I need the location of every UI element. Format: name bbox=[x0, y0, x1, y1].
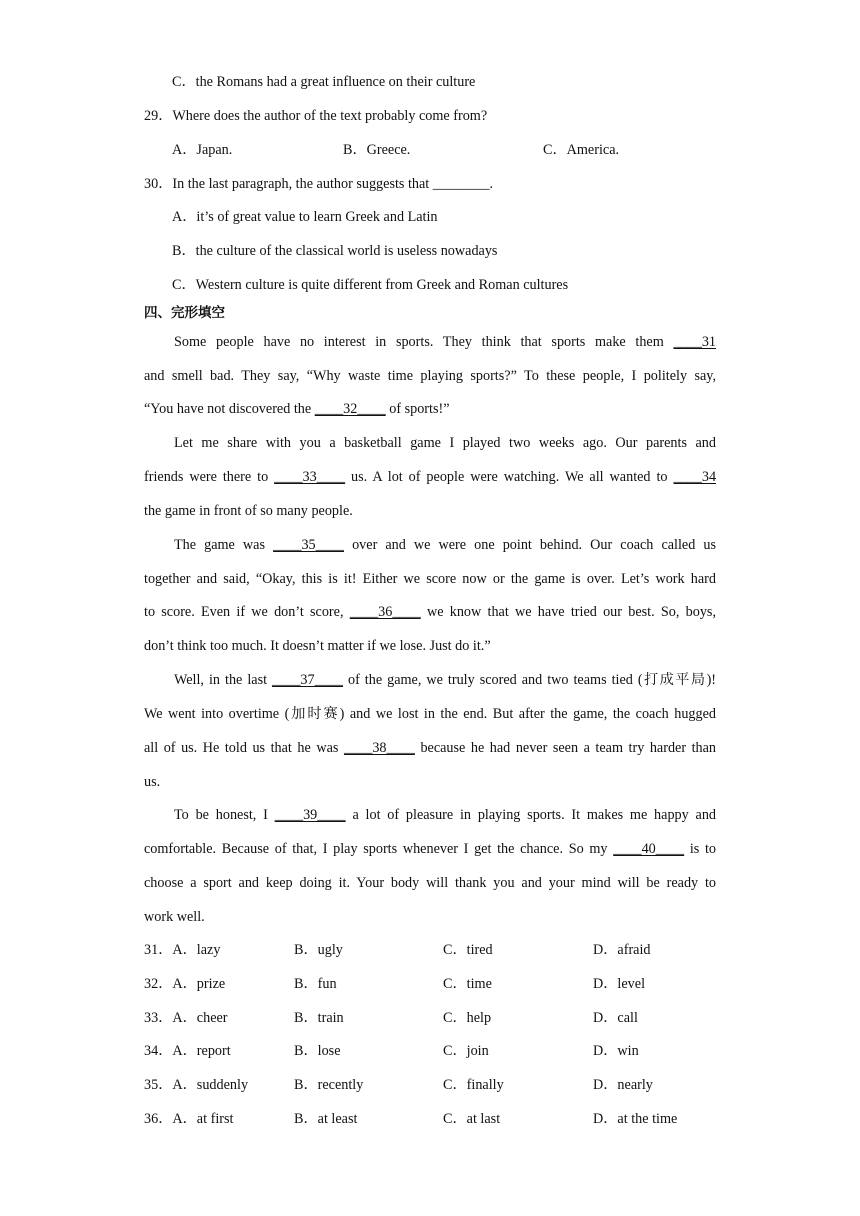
choice-a: 31．A．lazy bbox=[144, 942, 221, 958]
passage-line: all of us. He told us that he was ____38____ because he had never seen a team try harder than bbox=[144, 740, 717, 756]
choice-a: 34．A．report bbox=[144, 1043, 231, 1059]
choice-c: C．finally bbox=[443, 1077, 504, 1093]
blank-33: ____33____ bbox=[274, 469, 346, 485]
choice-d: D．at the time bbox=[593, 1111, 678, 1127]
q28-option-c: C．the Romans had a great influence on their culture bbox=[172, 74, 476, 90]
passage-line: us. bbox=[144, 774, 161, 790]
passage-line: the game in front of so many people. bbox=[144, 503, 353, 519]
q30-option-b: B．the culture of the classical world is useless nowadays bbox=[172, 243, 498, 259]
blank-38: ____38____ bbox=[343, 740, 415, 756]
q29-option-b: B．Greece. bbox=[343, 142, 411, 158]
passage-line: We went into overtime (加时赛) and we lost in the end. But after the game, the coach hugged bbox=[144, 706, 716, 722]
choice-a: 35．A．suddenly bbox=[144, 1077, 249, 1093]
passage-line: and smell bad. They say, “Why waste time playing sports?” To these people, I politely say, bbox=[144, 368, 716, 384]
choice-d: D．win bbox=[593, 1043, 639, 1059]
choice-b: B．lose bbox=[294, 1043, 341, 1059]
q30-stem: 30．In the last paragraph, the author suggests that ________. bbox=[144, 176, 494, 192]
passage-line: comfortable. Because of that, I play sports whenever I get the chance. So my ____40____ is to bbox=[144, 841, 717, 857]
choice-b: B．train bbox=[294, 1010, 344, 1026]
choice-a: 36．A．at first bbox=[144, 1111, 234, 1127]
choice-c: C．at last bbox=[443, 1111, 501, 1127]
passage-line: Well, in the last ____37____ of the game, we truly scored and two teams tied (打成平局)! bbox=[174, 672, 717, 688]
choice-a: 32．A．prize bbox=[144, 976, 226, 992]
choice-b: B．fun bbox=[294, 976, 337, 992]
q29-option-a: A．Japan. bbox=[172, 142, 233, 158]
blank-36: ____36____ bbox=[349, 604, 421, 620]
passage-line: work well. bbox=[144, 909, 205, 925]
passage-line: don’t think too much. It doesn’t matter if we lose. Just do it.” bbox=[144, 638, 491, 654]
passage-line: to score. Even if we don’t score, ____36____ we know that we have tried our best. So, boys, bbox=[144, 604, 716, 620]
blank-39: ____39____ bbox=[274, 807, 346, 823]
q29-option-c: C．America. bbox=[543, 142, 620, 158]
passage-line: “You have not discovered the ____32____ of sports!” bbox=[144, 401, 450, 417]
blank-31: ____31 bbox=[673, 334, 717, 350]
q29-stem: 29．Where does the author of the text probably come from? bbox=[144, 108, 488, 124]
choice-d: D．call bbox=[593, 1010, 638, 1026]
q30-option-a: A．it’s of great value to learn Greek and Latin bbox=[172, 209, 438, 225]
q30-option-c: C．Western culture is quite different from Greek and Roman cultures bbox=[172, 277, 569, 293]
passage-line: Some people have no interest in sports. They think that sports make them ____31 bbox=[174, 334, 717, 350]
choice-a: 33．A．cheer bbox=[144, 1010, 228, 1026]
blank-37: ____37____ bbox=[272, 672, 343, 688]
passage-line: To be honest, I ____39____ a lot of pleasure in playing sports. It makes me happy and bbox=[174, 807, 717, 823]
choice-d: D．afraid bbox=[593, 942, 651, 958]
blank-40: ____40____ bbox=[613, 841, 685, 857]
choice-c: C．time bbox=[443, 976, 492, 992]
blank-34: ____34 bbox=[673, 469, 717, 485]
choice-c: C．help bbox=[443, 1010, 492, 1026]
passage-line: Let me share with you a basketball game I played two weeks ago. Our parents and bbox=[174, 435, 716, 451]
choice-c: C．join bbox=[443, 1043, 489, 1059]
blank-35: ____35____ bbox=[273, 537, 344, 553]
section-heading: 四、完形填空 bbox=[144, 305, 225, 321]
choice-c: C．tired bbox=[443, 942, 493, 958]
choice-b: B．at least bbox=[294, 1111, 358, 1127]
passage-line: friends were there to ____33____ us. A lot of people were watching. We all wanted to ____34 bbox=[144, 469, 717, 485]
passage-line: choose a sport and keep doing it. Your body will thank you and your mind will be ready to bbox=[144, 875, 716, 891]
choice-b: B．recently bbox=[294, 1077, 364, 1093]
choice-b: B．ugly bbox=[294, 942, 343, 958]
passage-line: The game was ____35____ over and we were one point behind. Our coach called us bbox=[174, 537, 716, 553]
passage-line: together and said, “Okay, this is it! Either we score now or the game is over. Let’s work hard bbox=[144, 571, 716, 587]
choice-d: D．level bbox=[593, 976, 646, 992]
blank-32: ____32____ bbox=[314, 401, 386, 417]
choice-d: D．nearly bbox=[593, 1077, 653, 1093]
